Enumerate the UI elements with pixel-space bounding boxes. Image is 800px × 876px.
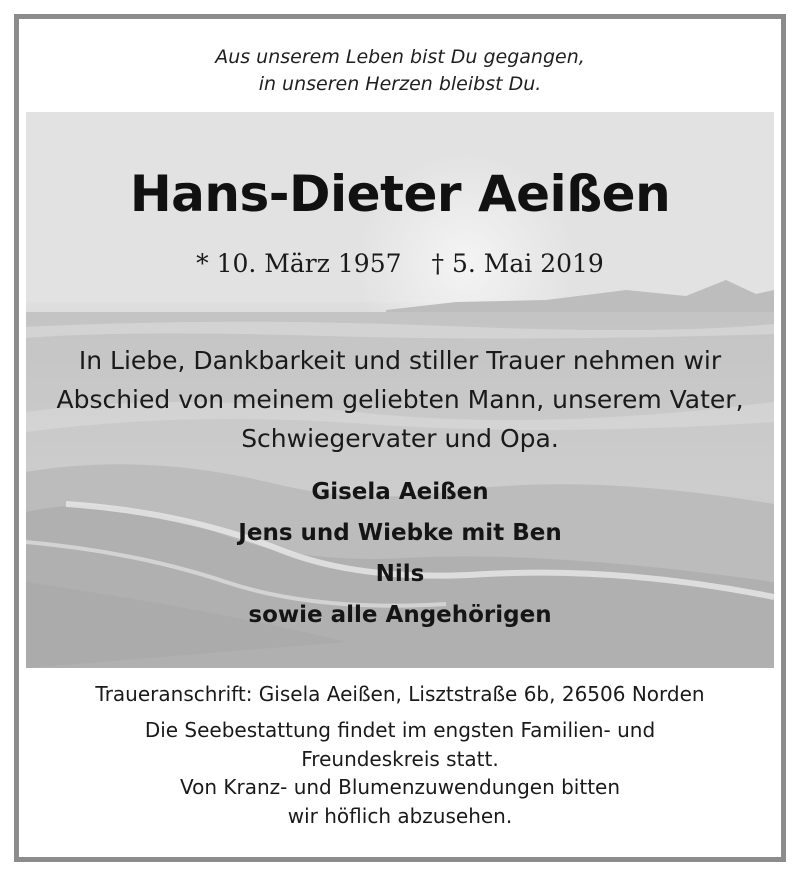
mourning-address: Traueranschrift: Gisela Aeißen, Lisztstraße 6b, 26506 Norden xyxy=(95,682,705,706)
life-dates xyxy=(0,246,800,282)
farewell-message xyxy=(30,341,770,458)
info-line: wir höflich abzusehen. xyxy=(287,803,513,828)
death-date: † 5. Mai 2019 xyxy=(431,249,604,278)
motto-line: Aus unserem Leben bist Du gegangen, xyxy=(215,46,585,68)
motto-line: in unseren Herzen bleibst Du. xyxy=(258,73,542,95)
info-line: Freundeskreis statt. xyxy=(301,746,499,771)
info-line: Die Seebestattung findet im engsten Familien- und xyxy=(144,718,656,742)
mourners-list xyxy=(0,472,800,636)
message-line: Schwiegervater und Opa. xyxy=(241,424,559,453)
mourner-name: Nils xyxy=(375,561,425,587)
mourner-name: Gisela Aeißen xyxy=(311,479,489,505)
motto xyxy=(0,44,800,98)
mourner-name: sowie alle Angehörigen xyxy=(248,602,552,628)
message-line: In Liebe, Dankbarkeit und stiller Trauer nehmen wir xyxy=(78,346,722,375)
deceased-name: Hans-Dieter Aeißen xyxy=(129,165,671,223)
burial-info xyxy=(0,716,800,830)
message-line: Abschied von meinem geliebten Mann, unserem Vater, xyxy=(56,385,744,414)
mourner-name: Jens und Wiebke mit Ben xyxy=(238,520,562,546)
info-line: Von Kranz- und Blumenzuwendungen bitten xyxy=(179,775,621,799)
birth-date: * 10. März 1957 xyxy=(196,249,402,278)
